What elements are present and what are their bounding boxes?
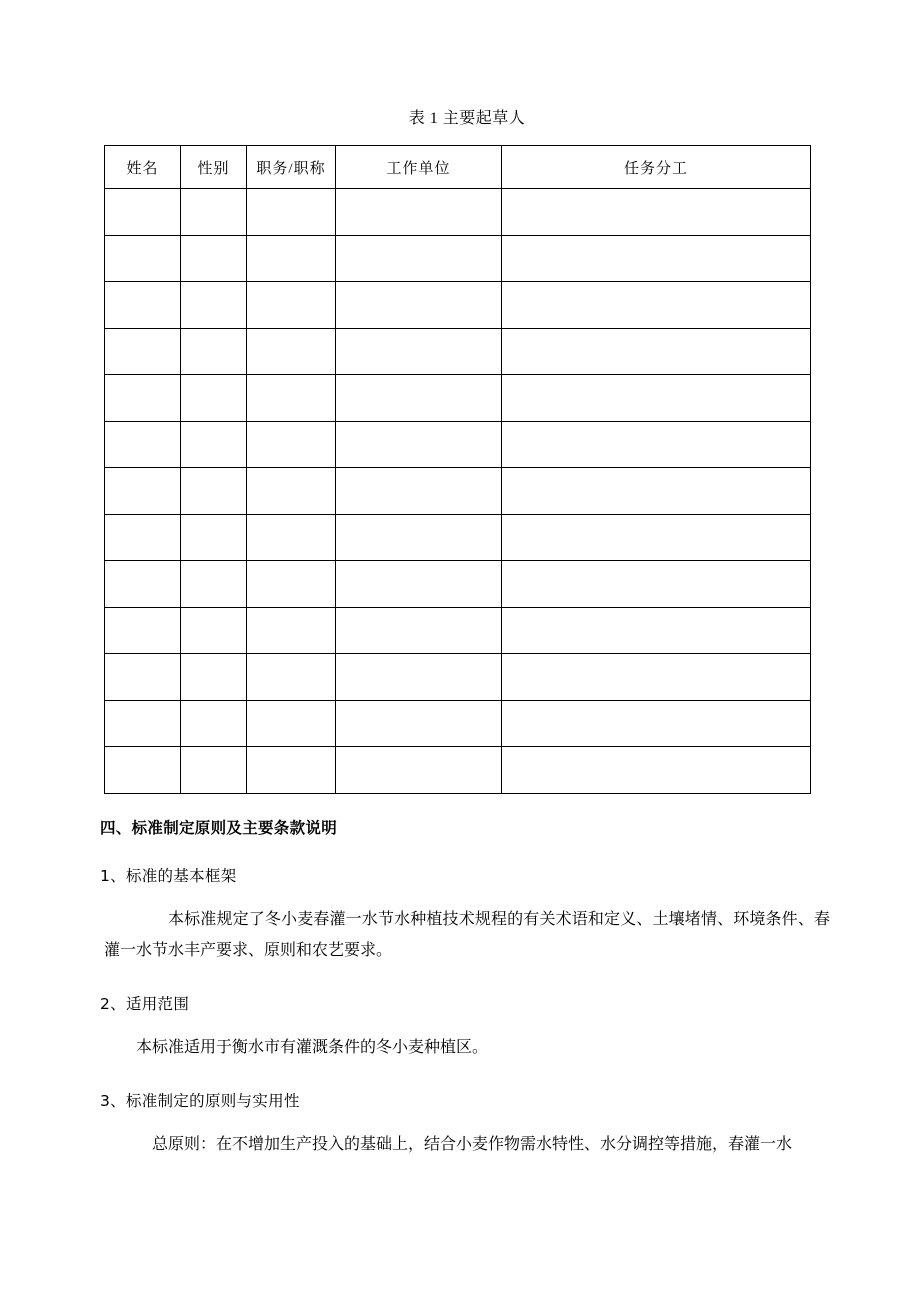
subsection-heading-framework: 1、标准的基本框架 — [100, 866, 237, 885]
column-header-name: 姓名 — [105, 146, 181, 189]
column-header-gender: 性别 — [181, 146, 247, 189]
table-row — [105, 328, 811, 375]
cell-task — [502, 328, 811, 375]
table-row — [105, 747, 811, 794]
cell-title — [247, 654, 336, 701]
column-header-task: 任务分工 — [502, 146, 811, 189]
cell-workunit — [336, 328, 502, 375]
cell-gender — [181, 561, 247, 608]
cell-name — [105, 747, 181, 794]
cell-task — [502, 282, 811, 329]
cell-task — [502, 700, 811, 747]
cell-gender — [181, 189, 247, 236]
cell-workunit — [336, 235, 502, 282]
subsection-heading-principle-practicality: 3、标准制定的原则与实用性 — [100, 1092, 300, 1111]
cell-task — [502, 654, 811, 701]
cell-gender — [181, 282, 247, 329]
cell-name — [105, 328, 181, 375]
cell-workunit — [336, 654, 502, 701]
cell-task — [502, 421, 811, 468]
table-row — [105, 282, 811, 329]
cell-title — [247, 328, 336, 375]
cell-gender — [181, 654, 247, 701]
table-header-row — [105, 146, 811, 189]
table-row — [105, 700, 811, 747]
cell-workunit — [336, 375, 502, 422]
cell-name — [105, 561, 181, 608]
table-caption: 表 1 主要起草人 — [408, 110, 526, 127]
cell-name — [105, 468, 181, 515]
cell-title — [247, 189, 336, 236]
cell-name — [105, 654, 181, 701]
cell-task — [502, 561, 811, 608]
cell-task — [502, 189, 811, 236]
cell-title — [247, 468, 336, 515]
cell-gender — [181, 468, 247, 515]
table-row — [105, 514, 811, 561]
drafters-table — [104, 145, 811, 794]
cell-workunit — [336, 561, 502, 608]
cell-title — [247, 700, 336, 747]
cell-name — [105, 375, 181, 422]
cell-workunit — [336, 468, 502, 515]
cell-name — [105, 700, 181, 747]
cell-gender — [181, 235, 247, 282]
cell-gender — [181, 747, 247, 794]
table-body — [105, 189, 811, 794]
table-row — [105, 654, 811, 701]
cell-name — [105, 282, 181, 329]
cell-title — [247, 747, 336, 794]
table-row — [105, 189, 811, 236]
table-row — [105, 561, 811, 608]
cell-title — [247, 561, 336, 608]
cell-gender — [181, 607, 247, 654]
cell-name — [105, 421, 181, 468]
cell-title — [247, 282, 336, 329]
section-heading-principles: 四、标准制定原则及主要条款说明 — [100, 818, 338, 837]
cell-title — [247, 235, 336, 282]
cell-workunit — [336, 421, 502, 468]
cell-gender — [181, 375, 247, 422]
cell-name — [105, 514, 181, 561]
cell-name — [105, 607, 181, 654]
cell-workunit — [336, 514, 502, 561]
column-header-title: 职务/职称 — [247, 146, 336, 189]
cell-task — [502, 468, 811, 515]
cell-workunit — [336, 747, 502, 794]
subsection-heading-scope: 2、适用范围 — [100, 995, 190, 1014]
cell-task — [502, 747, 811, 794]
cell-workunit — [336, 282, 502, 329]
cell-name — [105, 189, 181, 236]
cell-gender — [181, 421, 247, 468]
table-row — [105, 607, 811, 654]
cell-title — [247, 375, 336, 422]
cell-gender — [181, 700, 247, 747]
cell-workunit — [336, 607, 502, 654]
table-row — [105, 235, 811, 282]
cell-gender — [181, 328, 247, 375]
paragraph-framework: 本标准规定了冬小麦春灌一水节水种植技术规程的有关术语和定义、土壤堵情、环境条件、春灌一水节水丰产要求、原则和农艺要求。 — [104, 910, 830, 960]
table-row — [105, 421, 811, 468]
cell-title — [247, 514, 336, 561]
cell-task — [502, 375, 811, 422]
cell-title — [247, 607, 336, 654]
cell-workunit — [336, 700, 502, 747]
paragraph-principle-practicality: 总原则：在不增加生产投入的基础上，结合小麦作物需水特性、水分调控等措施，春灌一水 — [152, 1136, 793, 1154]
cell-name — [105, 235, 181, 282]
cell-workunit — [336, 189, 502, 236]
paragraph-scope: 本标准适用于衡水市有灌溉条件的冬小麦种植区。 — [136, 1039, 489, 1057]
column-header-workunit: 工作单位 — [336, 146, 502, 189]
page-content — [100, 0, 830, 1161]
table-row — [105, 375, 811, 422]
cell-task — [502, 514, 811, 561]
cell-task — [502, 607, 811, 654]
cell-title — [247, 421, 336, 468]
cell-gender — [181, 514, 247, 561]
cell-task — [502, 235, 811, 282]
table-row — [105, 468, 811, 515]
